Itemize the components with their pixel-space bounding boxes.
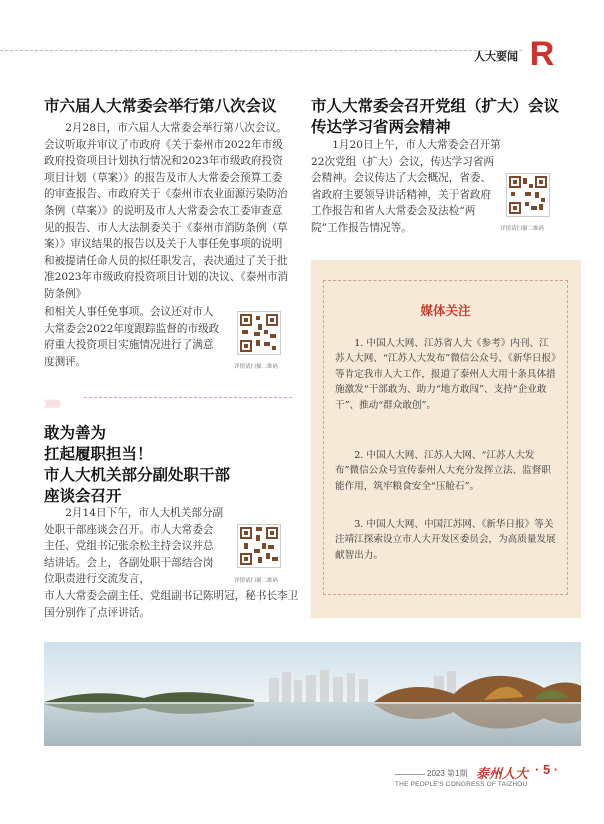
article-body-continued: 市人大常委会副主任、党组副书记陈明冠，秘书长李卫国分别作了点评讲话。 bbox=[44, 590, 299, 619]
title-line: 传达学习省两会精神 bbox=[311, 117, 451, 136]
section-logo bbox=[527, 35, 557, 71]
article-body: 2月14日下午，市人大机关部分副处职干部座谈会召开。市人大常委会主任、党组书记张余松主持会议并总结讲话。会上，各副处职干部结合岗位职责进行交流发言， bbox=[44, 507, 224, 586]
magazine-subtitle: THE PEOPLE'S CONGRESS OF TAIZHOU bbox=[395, 781, 528, 788]
article-body-continued: 和相关人事任免事项。会议还对市人大常委会2022年度跟踪监督的市级政府重大投资项目实施情况进行了满意度测评。 bbox=[44, 306, 220, 368]
issue-number: 2023 第1期 bbox=[427, 769, 468, 778]
magazine-brand: 泰州人大 bbox=[476, 767, 529, 782]
header-rule bbox=[0, 50, 522, 51]
media-item: 3. 中国人大网、中国江苏网、《新华日报》等关注靖江探索设立市人大开发区委员会，为高质量发展献智出力。 bbox=[335, 519, 556, 561]
page-number: · 5 · bbox=[535, 762, 559, 777]
city-lake-photo bbox=[44, 642, 581, 746]
article-body: 2月28日，市六届人大常委会举行第八次会议。会议听取并审议了市政府《关于泰州市2022年市级政府投资项目计划执行情况和2023年市级政府投资项目计划（草案）》的报告及市人大常委会预算工委的审查报告、市政府关于《泰州市农业面源污染防治条例（草案）》的说明及市人大常委会农工委审查意见的报告、市人大法制委关于《泰州市消防条例（草案）》审议结果的报告以及关于人事任免事项的说明和被提请任命人员的拟任职发言，表决通过了关于批准2023年市级政府投资项目计划的决议、《泰州市消防条例》 bbox=[44, 122, 289, 300]
media-attention-title: 媒体关注 bbox=[420, 303, 471, 318]
article-title bbox=[311, 95, 571, 137]
qr-caption: 详情请扫描二维码 bbox=[234, 364, 279, 370]
title-line: 市人大常委会召开党组（扩大）会议 bbox=[311, 96, 560, 115]
section-divider bbox=[44, 392, 292, 409]
article-title: 市六届人大常委会举行第八次会议 bbox=[44, 96, 277, 115]
media-item: 1. 中国人大网、江苏省人大《参考》内刊、江苏人大网、“江苏人大发布”微信公众号、《新华日报》等肯定我市人大工作，报道了泰州人大用十条具体措施激发“干部敢为、助力“地方敢闯”、支持“企业敢干”、推动“群众敢创”。 bbox=[335, 338, 556, 411]
section-label: 人大要闻 bbox=[474, 51, 518, 63]
qr-code-icon[interactable] bbox=[237, 524, 281, 568]
title-line: 扛起履职担当！ bbox=[44, 444, 153, 463]
article-body: 1月20日上午，市人大常委会召开第22次党组（扩大）会议，传达学习省两会精神。会议传达了大会概况，省委、省政府主要领导讲话精神，关于省政府工作报告和省人大常委会及法检“两院”工作报告情况等。 bbox=[311, 139, 501, 234]
svg-text:R: R bbox=[529, 35, 555, 71]
qr-code-icon[interactable] bbox=[506, 173, 550, 217]
qr-caption: 详情请扫描二维码 bbox=[500, 226, 545, 232]
article-title bbox=[44, 422, 284, 506]
qr-code-icon[interactable] bbox=[237, 311, 281, 355]
title-line: 市人大机关部分副处职干部 bbox=[44, 465, 231, 484]
qr-caption: 详情请扫描二维码 bbox=[234, 578, 279, 584]
divider-arrows: 》》》》》》 bbox=[44, 399, 64, 409]
footer-rule bbox=[395, 774, 425, 775]
media-item: 2. 中国人大网、江苏人大网、“江苏人大发布”微信公众号宣传泰州人大充分发挥立法、监督职能作用，筑牢粮食安全“压舱石”。 bbox=[335, 450, 551, 492]
title-line: 敢为善为 bbox=[44, 423, 107, 442]
title-line: 座谈会召开 bbox=[44, 486, 122, 505]
